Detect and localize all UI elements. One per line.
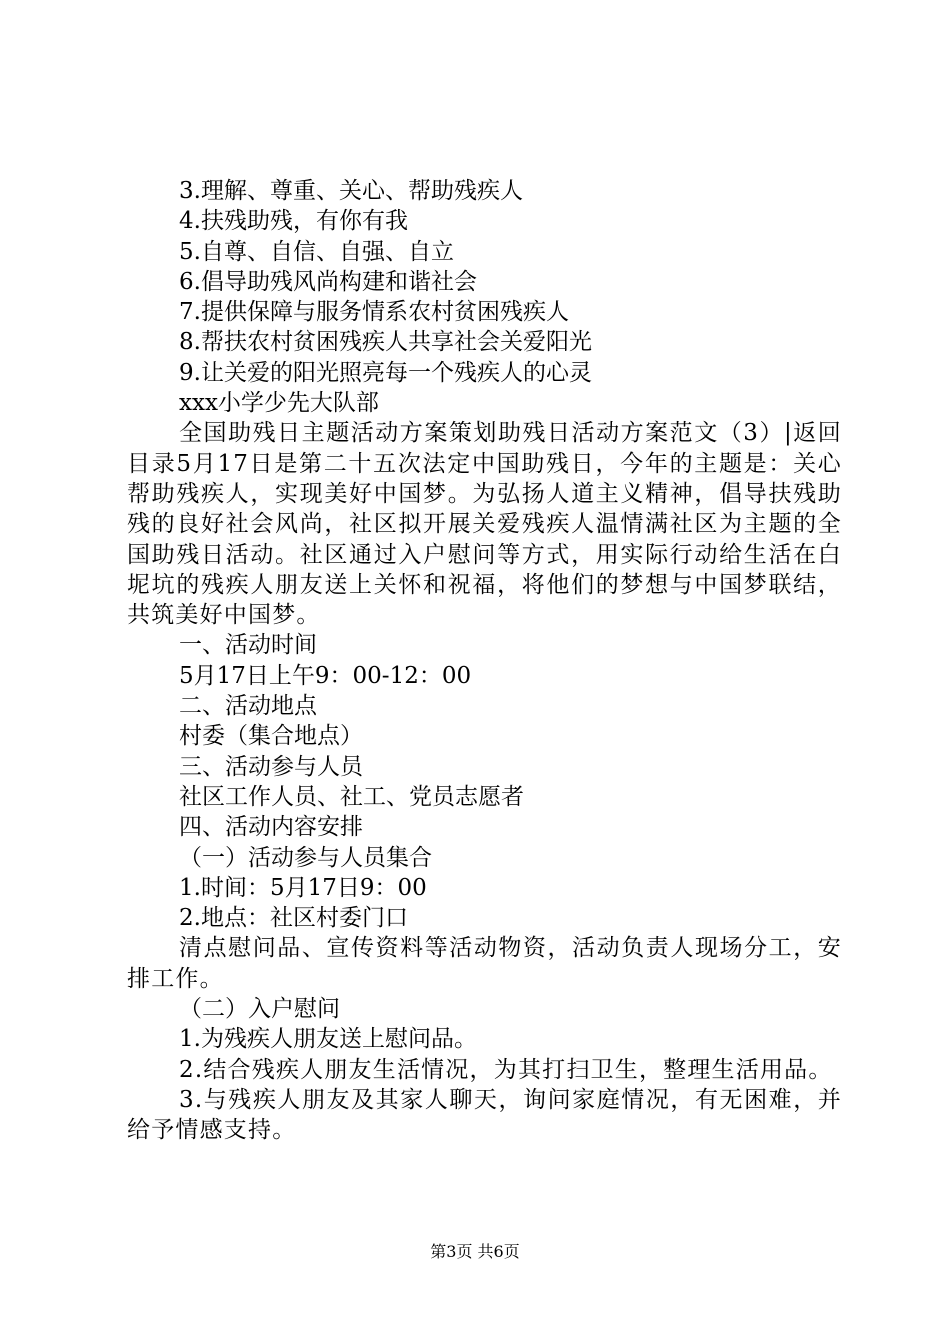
slogan-line: 5.自尊、自信、自强、自立 — [179, 238, 454, 265]
section-text: 社区工作人员、社工、党员志愿者 — [179, 783, 524, 810]
visit-paragraph: 2.结合残疾人朋友生活情况，为其打扫卫生，整理生活用品。 — [179, 1056, 833, 1083]
slogan-line: 4.扶残助残，有你有我 — [179, 208, 408, 235]
slogan-line: 7.提供保障与服务情系农村贫困残疾人 — [179, 299, 569, 326]
prepare-paragraph: 清点慰问品、宣传资料等活动物资，活动负责人现场分工，安排工作。 — [127, 935, 842, 992]
section-text: 2.地点：社区村委门口 — [179, 905, 408, 932]
intro-paragraph: 全国助残日主题活动方案策划助残日活动方案范文（3）|返回目录5月17日是第二十五次法定中国助残日，今年的主题是：关心帮助残疾人，实现美好中国梦。为弘扬人道主义精神，倡导扶残助残的良好社会风尚，社区拟开展关爱残疾人温情满社区为主题的全国助残日活动。社区通过入户慰问等方式，用实际行动给生活在白坭坑的残疾人朋友送上关怀和祝福，将他们的梦想与中国梦联结，共筑美好中国梦。 — [127, 420, 842, 629]
page-footer: 第3页 共6页 — [430, 1242, 520, 1261]
subsection-heading: （二）入户慰问 — [179, 996, 340, 1023]
slogan-line: 6.倡导助残风尚构建和谐社会 — [179, 268, 477, 295]
slogan-line: 9.让关爱的阳光照亮每一个残疾人的心灵 — [179, 359, 592, 386]
section-heading: 二、活动地点 — [179, 693, 317, 720]
slogan-line: 3.理解、尊重、关心、帮助残疾人 — [179, 178, 523, 204]
section-text: 5月17日上午9：00-12：00 — [179, 662, 472, 689]
section-heading: 四、活动内容安排 — [179, 814, 363, 841]
section-text: 1.时间：5月17日9：00 — [179, 874, 427, 901]
document-body — [127, 176, 842, 1146]
section-text: 村委（集合地点） — [179, 723, 363, 750]
section-text: 1.为残疾人朋友送上慰问品。 — [179, 1026, 477, 1053]
section-heading: 一、活动时间 — [179, 632, 317, 659]
slogan-line: 8.帮扶农村贫困残疾人共享社会关爱阳光 — [179, 329, 592, 356]
signature-line: xxx小学少先大队部 — [179, 390, 379, 417]
section-heading: 三、活动参与人员 — [179, 753, 363, 780]
visit-paragraph: 3.与残疾人朋友及其家人聊天，询问家庭情况，有无困难，并给予情感支持。 — [127, 1086, 842, 1144]
subsection-heading: （一）活动参与人员集合 — [179, 844, 432, 871]
